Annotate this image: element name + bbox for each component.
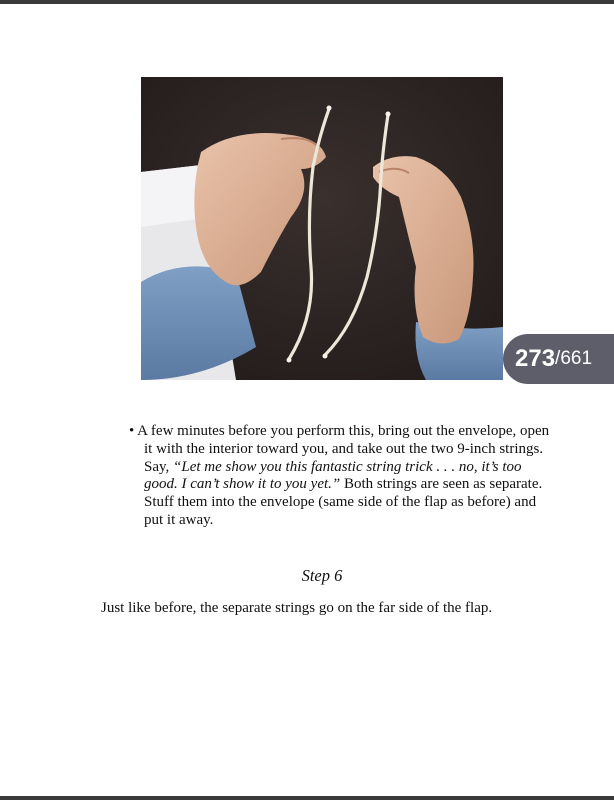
photo-illustration	[141, 77, 503, 380]
total-page-count: 661	[560, 348, 593, 369]
top-border	[0, 0, 614, 4]
bottom-border	[0, 796, 614, 800]
page-indicator-badge	[503, 334, 614, 384]
paragraph-line: • A few minutes before you perform this, bring out the envelope, open	[129, 423, 550, 439]
quoted-dialogue: “Let me show you this fantastic string trick . . . no, it’s too	[173, 458, 522, 475]
current-page-number: 273	[515, 345, 556, 372]
instruction-paragraph	[129, 423, 549, 530]
paragraph-line: put it away.	[144, 511, 214, 528]
page-separator: /	[555, 348, 561, 369]
paragraph-line	[129, 459, 549, 477]
paragraph-text: Both strings are seen as separate.	[340, 476, 543, 493]
paragraph-line: it with the interior toward you, and take out the two 9-inch strings.	[144, 440, 544, 457]
paragraph-line: Stuff them into the envelope (same side of the flap as before) and	[144, 494, 537, 511]
paragraph-text: Say,	[144, 458, 174, 475]
step-heading: Step 6	[301, 566, 343, 585]
hands-holding-strings-photo	[141, 77, 503, 380]
step-description: Just like before, the separate strings go on the far side of the flap.	[101, 600, 493, 616]
paragraph-line	[129, 476, 549, 494]
quoted-dialogue: good. I can’t show it to you yet.”	[144, 476, 341, 493]
